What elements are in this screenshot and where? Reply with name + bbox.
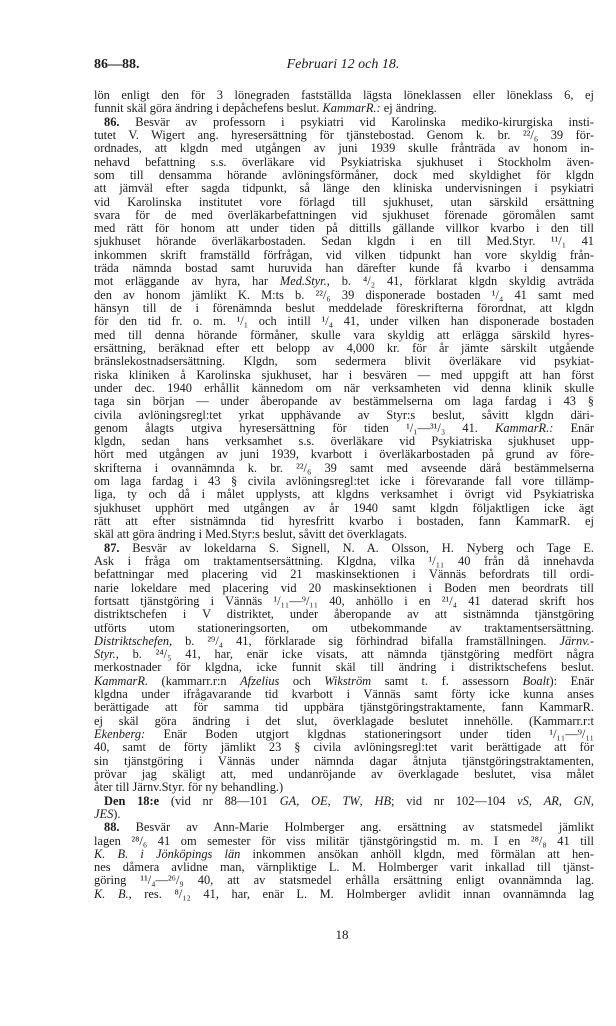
- text-run: berättigade att för samma tid uppbära tjänstgöringstraktamente, fann KammarR.: [94, 700, 594, 715]
- text-line: [94, 635, 594, 648]
- text-line: [94, 395, 594, 408]
- text-run: ,: [296, 793, 312, 808]
- text-run: sin tjänstgöring i Vännäs under nämnda dagar åtnjuta tjänstgöringstraktamenten,: [94, 753, 594, 768]
- text-run: distriktschefen i V distriktet, under åberopande av att sistnämnda tjänstgöring: [94, 607, 594, 622]
- text-line: [94, 156, 594, 169]
- italic-run: Järnv.-: [559, 633, 594, 648]
- text-line: [94, 502, 594, 515]
- text-line: [94, 355, 594, 368]
- text-run: nehavd befattning s.s. överläkare vid Psykiatriska sjukhuset i Stockholm även-: [94, 154, 594, 169]
- header-date-title: Februari 12 och 18.: [286, 57, 400, 72]
- text-run: prövar jag skäligt att, med undanröjande av överklagade beslutet, visa målet: [94, 766, 594, 781]
- italic-run: KammarR.:: [322, 101, 381, 116]
- text-line: [94, 728, 594, 741]
- text-line: [94, 622, 594, 635]
- text-run: tutet V. Wigert ang. hyresersättning för tjänstebostad. Genom k. br. ²²/₆ 39 för-: [94, 127, 594, 142]
- text-run: fortsatt tjänstgöring i Vännäs ¹/₁₁—⁹/₁₁ 40, anhöllo i en ²¹/₄ 41 daterad skrift hos: [94, 593, 594, 608]
- italic-run: Ekenberg:: [94, 727, 146, 741]
- text-run: ).: [113, 806, 121, 821]
- header-section-numbers: 86—88.: [94, 57, 140, 72]
- text-run: hänsyn till de i förenämnda beslut meddelade föreskrifterna förordnat, att klgdn: [94, 301, 594, 315]
- text-run: åter till Järnv.Styr. för ny behandling.): [94, 780, 284, 795]
- text-run: ordnades, att klgdn med utgången av juni 1939 skulle frånträda av honom in-: [94, 141, 594, 156]
- text-line: [94, 542, 594, 555]
- text-run: rätt att efter sistnämnda tid hyresfritt kvarbo i bostaden, fann KammarR. ej: [94, 514, 594, 528]
- italic-run: GN: [573, 793, 591, 808]
- text-line: [94, 315, 594, 328]
- bold-run: Den 18:e: [104, 793, 160, 808]
- text-line: [94, 89, 594, 102]
- text-run: lön enligt den för 3 lönegraden fastställda lägsta löneklassen eller löneklass 6, ej: [94, 88, 594, 102]
- text-run: ersättning, beräknad efter ett belopp av 4,000 kr. för år jämte särskilt utgående: [94, 340, 594, 355]
- text-line: [94, 808, 594, 821]
- text-run: (kammarr.r:n: [148, 673, 241, 688]
- text-line: [94, 448, 594, 461]
- text-run: Ask i fråga om traktamentsersättning. Klgdna, vilka ¹/₁₁ 40 från då innehavda: [94, 553, 594, 568]
- text-line: [94, 169, 594, 182]
- text-line: [94, 182, 594, 195]
- text-line: [94, 249, 594, 262]
- text-line: [94, 382, 594, 395]
- text-run: samt t. f. assessorn: [371, 673, 523, 688]
- text-run: (vid nr 88—101: [159, 793, 280, 808]
- text-run: och: [279, 673, 325, 688]
- text-run: bränslekostnadsersättning. Klgdn, som sedermera blivit överläkare vid psykiat-: [94, 354, 594, 369]
- italic-run: Wikström: [324, 673, 372, 688]
- italic-run: vS: [517, 793, 529, 808]
- text-line: [94, 528, 594, 541]
- bold-run: 87.: [104, 540, 120, 555]
- text-run: klgdn, sedan hans verksamhet s.s. överläkare vid Psykiatriska sjukhuset upp-: [94, 434, 594, 449]
- text-run: under dec. 1940 erhållit kännedom om när verksamheten vid denna klinik skulle: [94, 380, 594, 395]
- text-line: [94, 861, 594, 874]
- text-run: skäl att göra ändring i Med.Styr:s beslut, såvitt det överklagats.: [94, 527, 408, 542]
- text-line: [94, 755, 594, 768]
- text-line: [94, 435, 594, 448]
- text-run: om laga fardag i 43 § civila avlöningsregl:tet icke i förevarande fall vore tillämp-: [94, 474, 594, 489]
- italic-run: GA: [279, 793, 297, 808]
- text-run: ,: [327, 793, 343, 808]
- text-line: [94, 608, 594, 621]
- text-run: ej skäl göra ändring i det slut, överklagade beslutet innehölle. (Kammarr.r:t: [94, 713, 594, 728]
- text-line: [94, 342, 594, 355]
- text-line: [94, 222, 594, 235]
- text-line: [94, 275, 594, 288]
- text-run: lagen ²⁸/₆ 41 om semester för viss militär tjänstgöringstid m. m. I en ²⁸/₈ 41 till: [94, 833, 594, 848]
- italic-run: KammarR.: [94, 673, 149, 688]
- text-line: [94, 329, 594, 342]
- text-line: [94, 821, 594, 834]
- text-line: [94, 488, 594, 501]
- text-run: inkommen ansökan anhöll klgdn, med förmälan att hen-: [240, 846, 594, 861]
- text-run: utförts utom stationeringsorten, om utbekommande av traktamentsersättning.: [94, 620, 594, 635]
- text-run: ,: [359, 793, 375, 808]
- text-line: [94, 262, 594, 275]
- text-line: [94, 582, 594, 595]
- text-line: [94, 768, 594, 781]
- text-run: Besvär av Ann-Marie Holmberger ang. ersättning av statsmedel jämlikt: [119, 820, 594, 835]
- text-run: hört med utgången av juni 1939, kvarbott i överläkarbostaden på grund av före-: [94, 447, 594, 462]
- text-run: , b. ⁴/₂ 41, förklarat klgdn skyldig avträda: [326, 274, 594, 289]
- text-run: som till densamma hörande avlöningsförmåner, dock med skyldighet för klgdn: [94, 167, 594, 182]
- italic-run: HB: [374, 793, 392, 808]
- text-run: sjukhuset upphört med utgången av år 1940 samt klgdn följaktligen icke ägt: [94, 500, 594, 515]
- text-line: [94, 515, 594, 528]
- text-run: merkostnader för klgdna, icke funnit skäl till ändring i distriktschefens beslut.: [94, 660, 594, 675]
- text-line: [94, 555, 594, 568]
- italic-run: AR: [543, 793, 559, 808]
- text-run: nes dåmera avlidne man, värnpliktige L. M. Holmberger varit inkallad till tjänst-: [94, 860, 594, 875]
- text-run: att jämväl efter sagda tidpunkt, så länge den kliniska undervisningen i psykiatri: [94, 181, 594, 196]
- text-run: ,: [558, 793, 574, 808]
- text-run: den av honom jämlikt K. M:ts b. ²²/₆ 39 disponerade bostaden ¹/₄ 41 samt med: [94, 287, 594, 302]
- text-line: [94, 675, 594, 688]
- text-line: [94, 661, 594, 674]
- text-run: inkommen skrift framställd förfrågan, vid vilken tidpunkt han vore skyldig från-: [94, 247, 594, 262]
- text-line: [94, 741, 594, 754]
- text-line: [94, 196, 594, 209]
- text-run: narie lokeldare med placering vid 20 maskinsektionen i Boden men beordrats till: [94, 580, 594, 595]
- italic-run: Med.Styr.: [279, 274, 327, 289]
- italic-run: JES: [94, 806, 114, 821]
- text-line: [94, 209, 594, 222]
- text-line: [94, 568, 594, 581]
- text-line: [94, 129, 594, 142]
- text-run: sjukhuset hörande överläkarbostaden. Sedan klgdn i en till Med.Styr. ¹¹/₁ 41: [94, 234, 594, 249]
- text-line: [94, 781, 594, 794]
- text-run: 40, samt de förty jämlikt 23 § civila avlöningsregl:tet varit berättigade att för: [94, 740, 594, 755]
- text-line: [94, 715, 594, 728]
- text-line: [94, 409, 594, 422]
- text-run: skrifterna i ovannämnda k. br. ²²/₆ 39 samt med avseende därå bestämmelserna: [94, 460, 594, 475]
- text-line: [94, 289, 594, 302]
- text-run: , b. ²⁴/₅ 41, har, enär icke visats, att nämnda tjänstgöring medfört några: [115, 647, 594, 662]
- text-run: med till denna hörande förmåner, skulle vara skyldig att erlägga särskild hyres-: [94, 327, 594, 342]
- text-run: riska kliniken å Karolinska sjukhuset, har i besvären — med uppgift att han först: [94, 367, 594, 382]
- text-line: [94, 422, 594, 435]
- page-number: 18: [335, 927, 349, 942]
- text-line: [94, 848, 594, 861]
- text-line: [94, 595, 594, 608]
- text-line: [94, 462, 594, 475]
- text-run: genom ålagts utgiva hyresersättning för tiden ¹/₁—³¹/₃ 41.: [94, 420, 496, 435]
- text-run: med rätt för honom att under tiden på dittills gällande villkor kvarbo i den till: [94, 221, 594, 236]
- text-run: klgdna under ifrågavarande tid kvarbott i Vännäs samt förty icke kunna anses: [94, 687, 594, 702]
- text-line: [94, 888, 594, 901]
- text-run: Enär: [553, 420, 594, 435]
- text-run: träda nämnda bostad samt huruvida han därefter kunde få kvarbo i densamma: [94, 261, 594, 276]
- text-run: civila avlöningsregl:tet yrkat upphävande av Styr:s beslut, såvitt klgdn däri-: [94, 407, 594, 422]
- bold-run: 88.: [104, 820, 120, 835]
- text-line: [94, 795, 594, 808]
- italic-run: Styr.: [94, 647, 116, 662]
- text-run: ej ändring.: [380, 101, 437, 116]
- italic-run: TW: [342, 793, 360, 808]
- text-run: mot erläggande av hyra, har: [94, 274, 280, 289]
- text-run: funnit skäl göra ändring i depåchefens beslut.: [94, 101, 323, 116]
- italic-run: K. B. i Jönköpings län: [94, 846, 241, 861]
- text-run: vid Karolinska institutet vore förlagd till sjukhuset, utan särskild ersättning: [94, 194, 594, 209]
- text-run: Besvär av lokeldarna S. Signell, N. A. Olsson, H. Nyberg och Tage E.: [119, 540, 594, 555]
- text-line: [94, 874, 594, 887]
- text-run: Enär Boden utgjort klgdnas stationeringsort under tiden ¹/₁₁—⁹/₁₁: [145, 727, 594, 741]
- text-run: taga sin början — under åberopande av bestämmelserna om laga fardag i 43 §: [94, 394, 594, 409]
- text-line: [94, 369, 594, 382]
- text-run: , b. ²⁹/₄ 41, förklarade sig förhindrad bifalla framställningen.: [169, 633, 560, 648]
- text-run: Besvär av professorn i psykiatri vid Karolinska mediko-kirurgiska insti-: [119, 114, 594, 129]
- text-line: [94, 701, 594, 714]
- text-line: [94, 688, 594, 701]
- text-line: [94, 302, 594, 315]
- italic-run: OE: [311, 793, 328, 808]
- text-run: för den tid fr. o. m. ¹/₁ och intill ¹/₄ 41, under vilken han disponerade bostaden: [94, 314, 594, 329]
- text-line: [94, 142, 594, 155]
- text-run: befattningar med placering vid 21 maskinsektionen i Vännäs befordrats till ordi-: [94, 567, 594, 582]
- text-run: , res. ⁸/₁₂ 41, har, enär L. M. Holmberger avlidit innan ovannämnda lag: [128, 886, 594, 901]
- italic-run: Distriktschefen: [94, 633, 170, 648]
- text-line: [94, 835, 594, 848]
- body-text: [94, 89, 594, 901]
- bold-run: 86.: [104, 114, 120, 129]
- italic-run: KammarR.:: [495, 420, 554, 435]
- text-line: [94, 116, 594, 129]
- text-run: ,: [528, 793, 544, 808]
- text-line: [94, 235, 594, 248]
- text-line: [94, 102, 594, 115]
- text-run: svara för de med överläkarbefattningen vid sjukhuset förenade göromålen samt: [94, 207, 594, 222]
- text-run: liga, ty och då i målet upplysts, att klgdns verksamhet i övrigt vid Psykiatriska: [94, 487, 594, 502]
- text-run: ,: [590, 793, 594, 808]
- text-run: göring ¹¹/₄—²⁶/₉ 40, att av statsmedel erhålla ersättning enligt ovannämnda lag.: [94, 873, 594, 888]
- italic-run: K. B.: [94, 886, 129, 901]
- text-run: ): Enär: [549, 673, 594, 688]
- text-line: [94, 475, 594, 488]
- italic-run: Boalt: [522, 673, 550, 688]
- italic-run: Afzelius: [240, 673, 280, 688]
- text-line: [94, 648, 594, 661]
- text-run: ; vid nr 102—104: [391, 793, 518, 808]
